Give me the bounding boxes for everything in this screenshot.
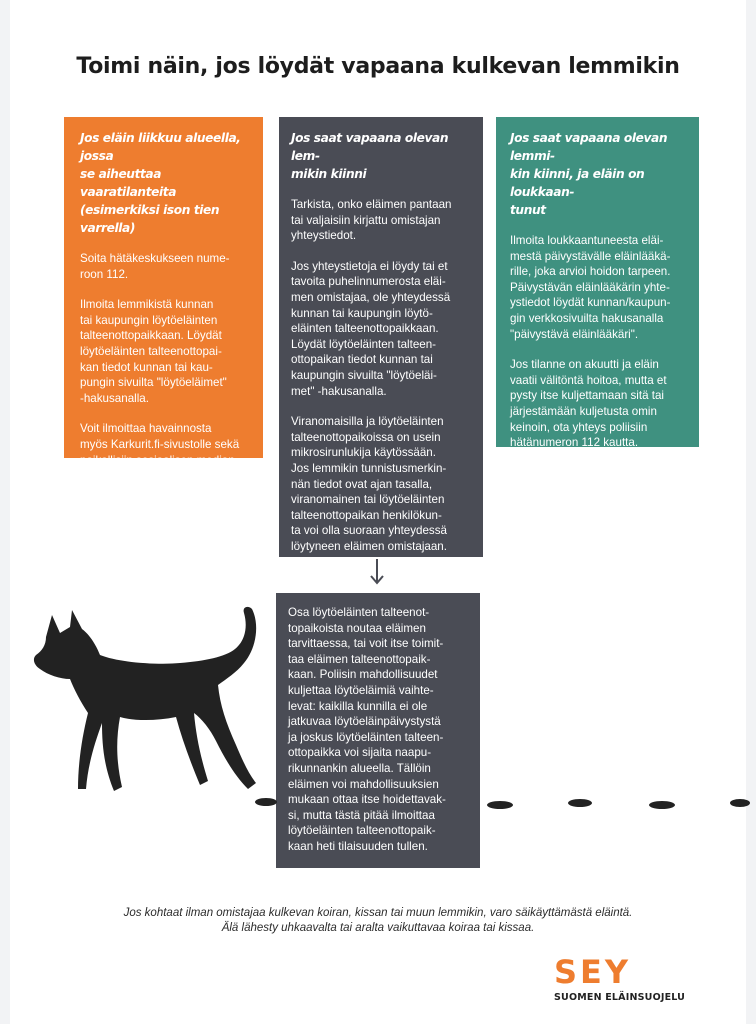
footer-note — [0, 906, 756, 936]
box-paragraph: Voit ilmoittaa havainnosta myös Karkurit.fi-sivustolle sekä paikallisiin sosiaalisen median ryhmiin, kuten paikalliseen Facebook-ryhmään. — [80, 422, 240, 498]
cat-silhouette — [30, 605, 270, 805]
footer-line: Älä lähesty uhkaavalta tai aralta vaikuttavaa koiraa tai kissaa. — [221, 922, 535, 934]
sey-logo — [552, 953, 702, 1006]
footer-line: Jos kohtaat ilman omistajaa kulkevan koiran, kissan tai muun lemmikin, varo säikäyttämästä eläintä. — [123, 907, 633, 919]
logo-subtitle: SUOMEN ELÄINSUOJELU — [554, 992, 686, 1003]
box-transport-info — [276, 593, 480, 868]
box-paragraph: Ilmoita loukkaantuneesta eläi- mestä päivystävälle eläinlääkä- rille, joka arvioi hoidon tarpeen. Päivystävän eläinlääkärin yhte- ystiedot löydät kunnan/kaupun- gin verkkosivuilta hakusanalla "päivystävä eläinlääkäri". — [510, 234, 671, 341]
page-title: Toimi näin, jos löydät vapaana kulkevan lemmikin — [76, 54, 680, 79]
box-paragraph: Ilmoita lemmikistä kunnan tai kaupungin löytöeläinten talteenottopaikkaan. Löydät löytöeläinten talteenottopai- kan tiedot kunnan tai kau- pungin sivuilta "löytöeläimet" -hakusanalla. — [80, 298, 227, 405]
box-paragraph: Jos yhteystietoja ei löydy tai et tavoita puhelinnumerosta eläi- men omistajaa, ole yhteydessä kunnan tai kaupungin löytö- eläinten talteenottopaikkaan. Löydät löytöeläinten talteen- ottopaikan tiedot kunnan tai kaupungin sivuilta "löytöeläi- met" -hakusanalla. — [291, 259, 451, 398]
box-heading: Jos eläin liikkuu alueella, jossa se aiheuttaa vaaratilanteita (esimerkiksi ison tien varrella) — [80, 131, 241, 235]
logo-brand: SEY — [554, 953, 632, 991]
box-heading: Jos saat vapaana olevan lem- mikin kiinni — [291, 131, 449, 181]
box-paragraph: Osa löytöeläinten talteenot- topaikoista noutaa eläimen tarvittaessa, tai voit itse toimit- taa eläimen talteenottopaik- kaan. Poliisin mahdollisuudet kuljettaa löytöeläimiä vaihte- levat: kaikilla kunnilla ei ole jatkuvaa löytöeläinpäivystystä ja joskus löytöeläinten talteen- ottopaikka voi sijaita naapu- rikunnankin alueella. Tällöin eläimen voi mahdollisuuksien mukaan ottaa itse hoidettavak- si, mutta tästä pitää ilmoittaa löytöeläinten talteenottopaik- kaan heti tilaisuuden tullen. — [288, 606, 446, 853]
box-paragraph: Viranomaisilla ja löytöeläinten talteenottopaikoissa on usein mikrosirunlukija käytössään. Jos lemmikin tunnistusmerkin- nän tiedot ovat ajan tasalla, viranomainen tai löytöeläinten talteenottopaikan henkilökun- ta voi olla suoraan yhteydessä löytyneen eläimen omistajaan. — [291, 415, 447, 553]
box-caught-pet — [279, 117, 483, 557]
box-paragraph: Tarkista, onko eläimen pantaan tai valjaisiin kirjattu omistajan yhteystiedot. — [291, 198, 452, 243]
box-paragraph: Soita hätäkeskukseen nume- roon 112. — [80, 252, 230, 281]
box-paragraph: Jos tilanne on akuutti ja eläin vaatii välitöntä hoitoa, mutta et pysty itse kuljettamaan sitä tai järjestämään kuljetusta omin keinoin, ota yhteys poliisiin hätänumeron 112 kautta. — [510, 358, 667, 450]
box-heading: Jos saat vapaana olevan lemmi- kin kiinni, ja eläin on loukkaan- tunut — [510, 131, 668, 217]
arrow-down-icon — [367, 557, 387, 587]
box-dangerous-situation — [64, 117, 263, 498]
box-injured-pet — [496, 117, 699, 450]
